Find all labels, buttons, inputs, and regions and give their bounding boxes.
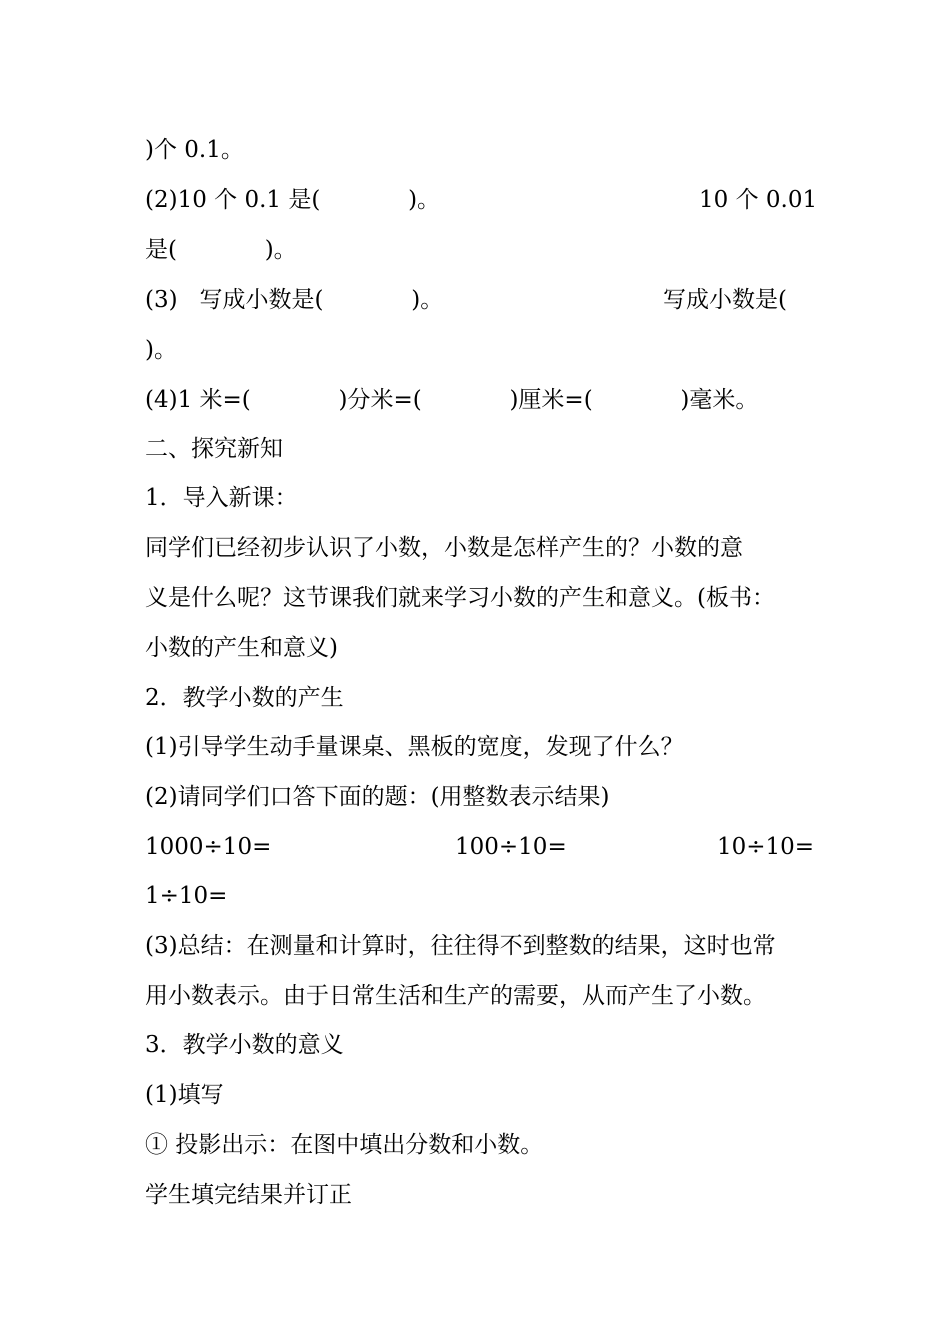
text-line-5: )。 — [145, 337, 177, 363]
text-line-10: 义是什么呢？这节课我们就来学习小数的产生和意义。(板书： — [145, 585, 775, 611]
text-line-11: 小数的产生和意义) — [145, 635, 338, 661]
text-line-15a: 1000÷10= — [145, 834, 272, 860]
text-line-16: 1÷10= — [145, 883, 228, 909]
section-heading: 二、探究新知 — [145, 436, 283, 462]
text-line-15c: 10÷10= — [717, 834, 815, 860]
text-line-8: 1．导入新课： — [145, 485, 298, 511]
text-line-19: 3．教学小数的意义 — [145, 1032, 344, 1058]
text-line-14: (2)请同学们口答下面的题：(用整数表示结果) — [145, 784, 610, 810]
text-line-2b: 10 个 0.01 — [699, 187, 818, 213]
text-line-3: 是( )。 — [145, 237, 297, 263]
text-line-4a: (3) 写成小数是( )。 — [145, 287, 444, 313]
text-line-18: 用小数表示。由于日常生活和生产的需要，从而产生了小数。 — [145, 983, 766, 1009]
text-line-9: 同学们已经初步认识了小数，小数是怎样产生的？小数的意 — [145, 535, 743, 561]
text-line-17: (3)总结：在测量和计算时，往往得不到整数的结果，这时也常 — [145, 933, 776, 959]
text-line-13: (1)引导学生动手量课桌、黑板的宽度，发现了什么？ — [145, 734, 684, 760]
text-line-12: 2．教学小数的产生 — [145, 685, 344, 711]
text-line-20: (1)填写 — [145, 1082, 224, 1108]
text-line-6: (4)1 米=( )分米=( )厘米=( )毫米。 — [145, 387, 759, 413]
text-line-4b: 写成小数是( — [663, 287, 787, 313]
text-line-1: )个 0.1。 — [145, 137, 244, 163]
text-line-21: ① 投影出示：在图中填出分数和小数。 — [145, 1132, 544, 1158]
text-line-2a: (2)10 个 0.1 是( )。 — [145, 187, 441, 213]
text-line-22: 学生填完结果并订正 — [145, 1182, 352, 1208]
text-line-15b: 100÷10= — [455, 834, 567, 860]
